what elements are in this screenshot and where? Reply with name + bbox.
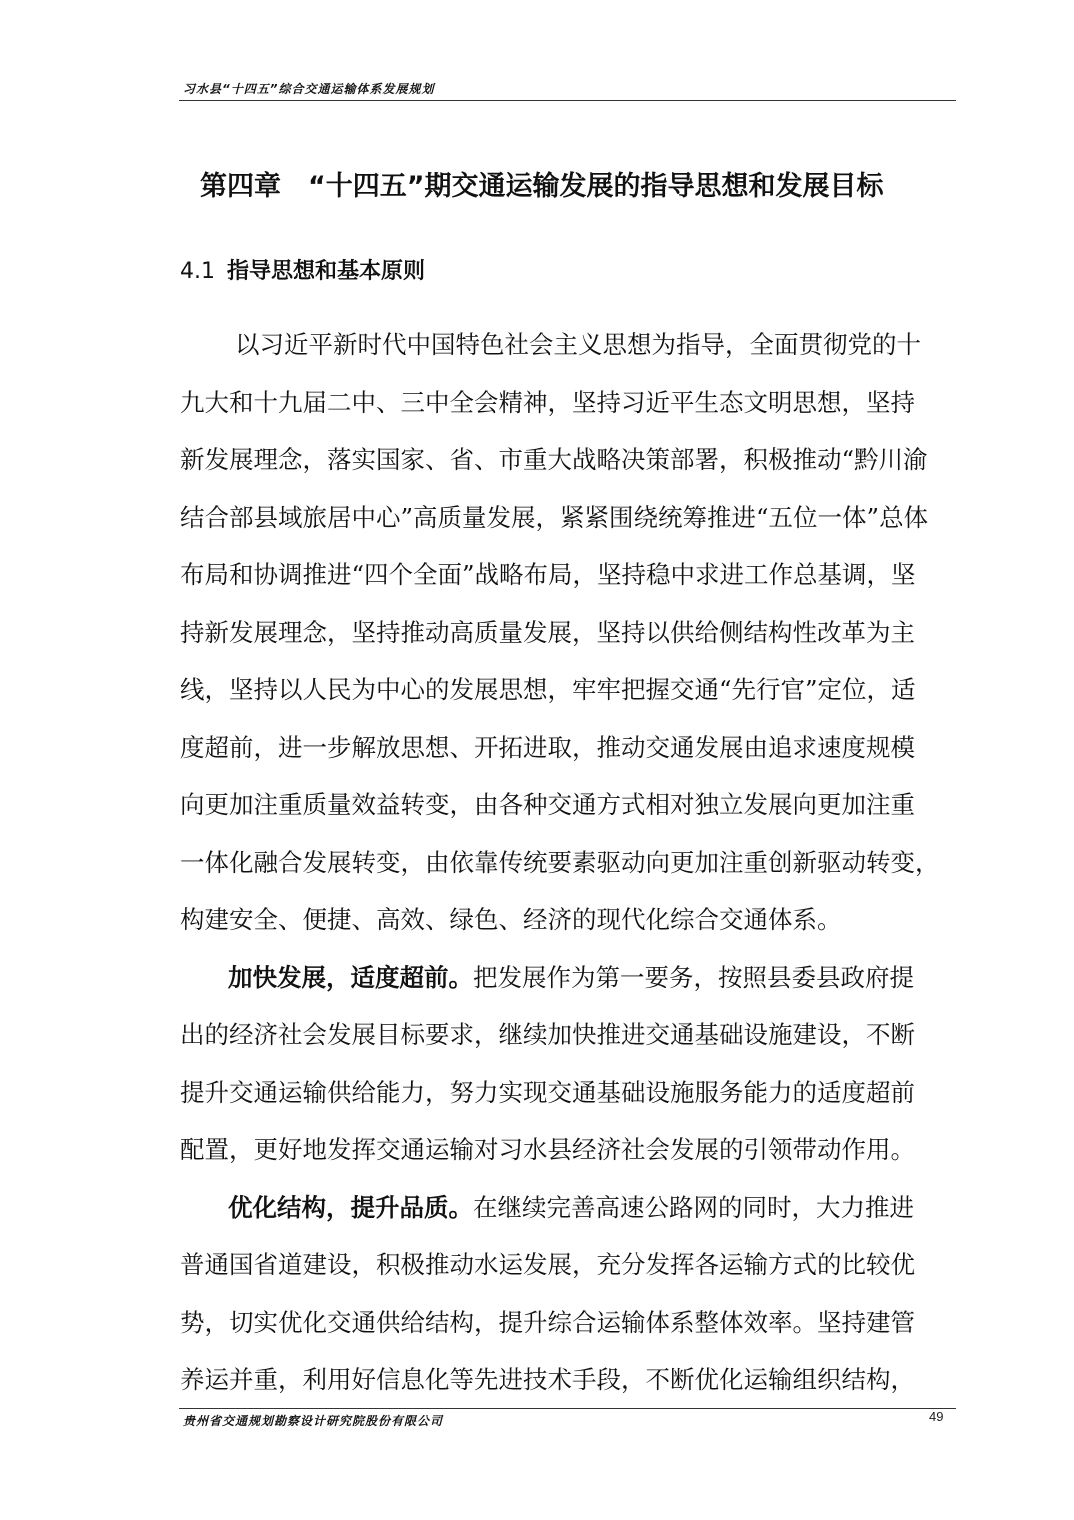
paragraph-1-line: 度超前，进一步解放思想、开拓进取，推动交通发展由追求速度规模 xyxy=(180,732,915,762)
paragraph-1-line: 构建安全、便捷、高效、绿色、经济的现代化综合交通体系。 xyxy=(180,905,842,934)
paragraph-1-line: 结合部县域旅居中心”高质量发展，紧紧围绕统筹推进“五位一体”总体 xyxy=(180,502,929,532)
chapter-title: 第四章 “十四五”期交通运输发展的指导思想和发展目标 xyxy=(200,171,884,202)
body-text xyxy=(180,322,950,1415)
paragraph-1-line: 一体化融合发展转变，由依靠传统要素驱动向更加注重创新驱动转变， xyxy=(180,847,940,877)
paragraph-2-first-line xyxy=(180,955,950,1013)
page-number: 49 xyxy=(929,1409,944,1424)
paragraph-1-line: 线，坚持以人民为中心的发展思想，牢牢把握交通“先行官”定位，适 xyxy=(180,675,916,704)
header-divider xyxy=(179,100,956,101)
paragraph-2-lead: 加快发展，适度超前。 xyxy=(228,962,473,992)
section-number: 4.1 xyxy=(180,259,215,284)
paragraph-1-line: 以习近平新时代中国特色社会主义思想为指导，全面贯彻党的十 xyxy=(235,330,921,359)
paragraph-1-line: 九大和十九届二中、三中全会精神，坚持习近平生态文明思想，坚持 xyxy=(180,387,915,417)
paragraph-3-first-line xyxy=(180,1185,950,1243)
section-title: 指导思想和基本原则 xyxy=(227,259,426,284)
paragraph-2-line: 出的经济社会发展目标要求，继续加快推进交通基础设施建设，不断 xyxy=(180,1020,915,1049)
paragraph-3-line: 普通国省道建设，积极推动水运发展，充分发挥各运输方式的比较优 xyxy=(180,1250,915,1279)
running-header-title: 习水县“十四五”综合交通运输体系发展规划 xyxy=(183,82,435,96)
paragraph-2-first-text: 把发展作为第一要务，按照县委县政府提 xyxy=(473,962,914,992)
section-heading xyxy=(180,254,425,285)
paragraph-1-line: 布局和协调推进“四个全面”战略布局，坚持稳中求进工作总基调，坚 xyxy=(180,560,916,589)
paragraph-1-line: 新发展理念，落实国家、省、市重大战略决策部署，积极推动“黔川渝 xyxy=(180,445,928,474)
paragraph-3-first-text: 在继续完善高速公路网的同时，大力推进 xyxy=(473,1192,914,1222)
paragraph-2-line: 提升交通运输供给能力，努力实现交通基础设施服务能力的适度超前 xyxy=(180,1077,915,1107)
paragraph-3-line: 养运并重，利用好信息化等先进技术手段，不断优化运输组织结构， xyxy=(180,1365,915,1394)
footer-organization: 贵州省交通规划勘察设计研究院股份有限公司 xyxy=(183,1414,444,1428)
paragraph-1-line: 持新发展理念，坚持推动高质量发展，坚持以供给侧结构性改革为主 xyxy=(180,617,915,647)
paragraph-1-line: 向更加注重质量效益转变，由各种交通方式相对独立发展向更加注重 xyxy=(180,790,915,819)
paragraph-3-line: 势，切实优化交通供给结构，提升综合运输体系整体效率。坚持建管 xyxy=(180,1307,915,1337)
paragraph-3-lead: 优化结构，提升品质。 xyxy=(228,1192,473,1222)
footer-divider xyxy=(179,1408,956,1409)
paragraph-2-line: 配置，更好地发挥交通运输对习水县经济社会发展的引领带动作用。 xyxy=(180,1135,915,1164)
